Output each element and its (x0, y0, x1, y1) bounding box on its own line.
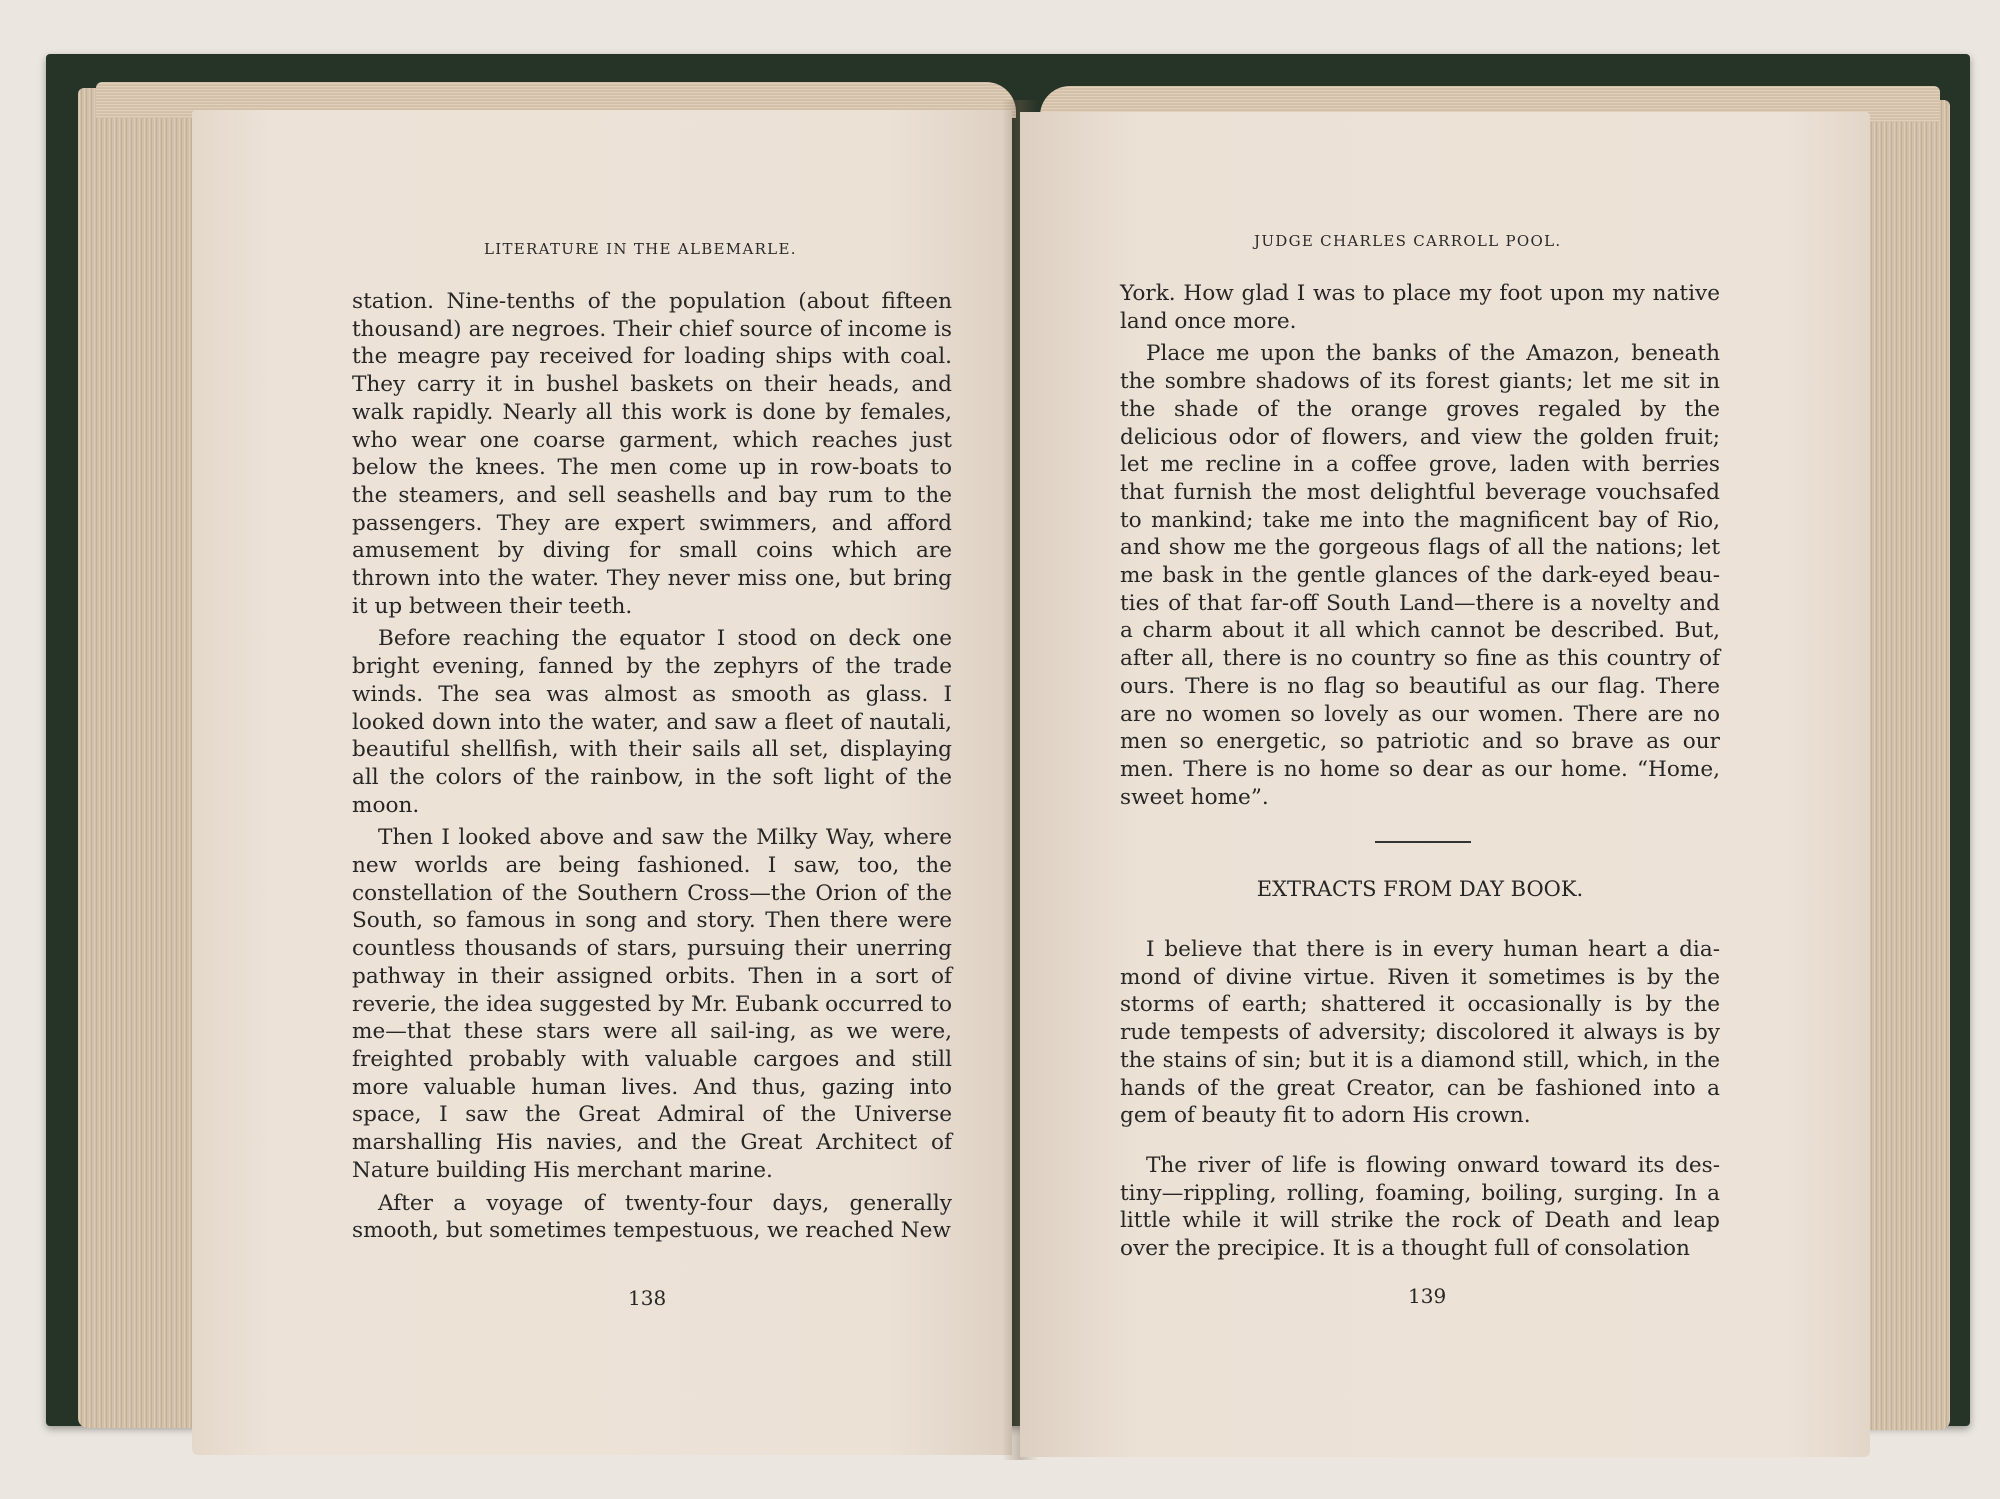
right-text-block-top (1120, 280, 1720, 816)
paragraph: Place me upon the banks of the Amazon, beneath the sombre shadows of its forest giants; let me sit in the shade of the orange groves regaled by the delicious odor of flowers, and view the golden fruit; let me recline in a coffee grove, laden with berries that furnish the most delightful beverage vouchsafed to mankind; take me into the magnificent bay of Rio, and show me the gorgeous flags of all the nations; let me bask in the gentle glances of the dark-eyed beau-ties of that far-off South Land—there is a novelty and a charm about it all which cannot be described. But, after all, there is no country so fine as this country of ours. There is no flag so beautiful as our flag. There are no women so lovely as our women. There are no men so energetic, so patriotic and so brave as our men. There is no home so dear as our home. “Home, sweet home”. (1120, 341, 1720, 810)
right-page-number: 139 (1408, 1284, 1447, 1308)
left-page-number: 138 (628, 1286, 667, 1310)
left-page-edges (78, 88, 208, 1428)
paragraph: Before reaching the equator I stood on deck one bright evening, fanned by the zephyrs of the trade winds. The sea was almost as smooth as glass. I looked down into the water, and saw a fleet of nautali, beautiful shellfish, with their sails all set, displaying all the colors of the rainbow, in the soft light of the moon. (352, 626, 952, 818)
right-text-block-bottom (1120, 936, 1720, 1268)
section-divider (1375, 841, 1471, 843)
right-running-head: JUDGE CHARLES CARROLL POOL. (1254, 232, 1562, 250)
right-page-edges (1858, 100, 1950, 1430)
right-page (1020, 112, 1870, 1457)
paragraph: Then I looked above and saw the Milky Way, where new worlds are being fashioned. I saw, too, the constellation of the Southern Cross—the Orion of the South, so famous in song and story. Then there were countless thousands of stars, pursuing their unerring pathway in their assigned orbits. Then in a sort of reverie, the idea suggested by Mr. Eubank occurred to me—that these stars were all sail-ing, as we were, freighted probably with valuable cargoes and still more valuable human lives. And thus, gazing into space, I saw the Great Admiral of the Universe marshalling His navies, and the Great Architect of Nature building His merchant marine. (352, 825, 952, 1183)
paragraph: station. Nine-tenths of the population (about fifteen thousand) are negroes. Their chief source of income is the meagre pay received for loading ships with coal. They carry it in bushel baskets on their heads, and walk rapidly. Nearly all this work is done by females, who wear one coarse garment, which reaches just below the knees. The men come up in row-boats to the steamers, and sell seashells and bay rum to the passengers. They are expert swimmers, and afford amusement by diving for small coins which are thrown into the water. They never miss one, but bring it up between their teeth. (352, 289, 952, 619)
paragraph: The river of life is flowing onward toward its des-tiny—rippling, rolling, foaming, boiling, surging. In a little while it will strike the rock of Death and leap over the precipice. It is a thought full of consolation (1120, 1152, 1720, 1262)
paragraph: After a voyage of twenty-four days, generally smooth, but sometimes tempestuous, we reached New (352, 1190, 952, 1244)
paragraph: I believe that there is in every human heart a dia-mond of divine virtue. Riven it sometimes is by the storms of earth; shattered it occasionally is by the rude tempests of adversity; discolored it always is by the stains of sin; but it is a diamond still, which, in the hands of the great Creator, can be fashioned into a gem of beauty fit to adorn His crown. (1120, 937, 1720, 1129)
paragraph: York. How glad I was to place my foot upon my native land once more. (1120, 281, 1720, 334)
left-text-block (352, 288, 952, 1250)
left-page (192, 110, 1012, 1455)
section-heading: EXTRACTS FROM DAY BOOK. (1256, 877, 1584, 901)
left-running-head: LITERATURE IN THE ALBEMARLE. (484, 240, 797, 258)
